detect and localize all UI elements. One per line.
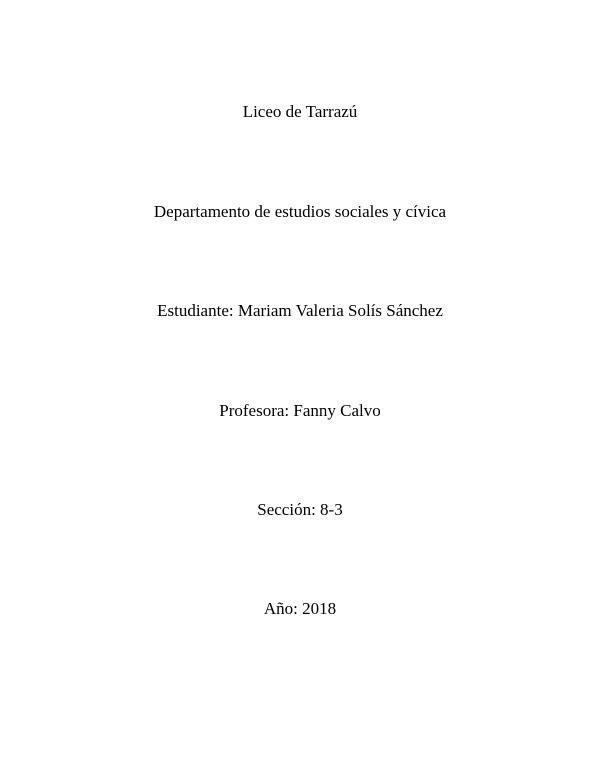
- section-label: Sección: 8-3: [257, 500, 343, 519]
- school-name: Liceo de Tarrazú: [242, 102, 358, 121]
- year-label: Año: 2018: [263, 599, 337, 618]
- teacher-name: Profesora: Fanny Calvo: [219, 401, 381, 420]
- student-name: Estudiante: Mariam Valeria Solís Sánchez: [157, 301, 443, 320]
- department-name: Departamento de estudios sociales y cívica: [153, 202, 447, 221]
